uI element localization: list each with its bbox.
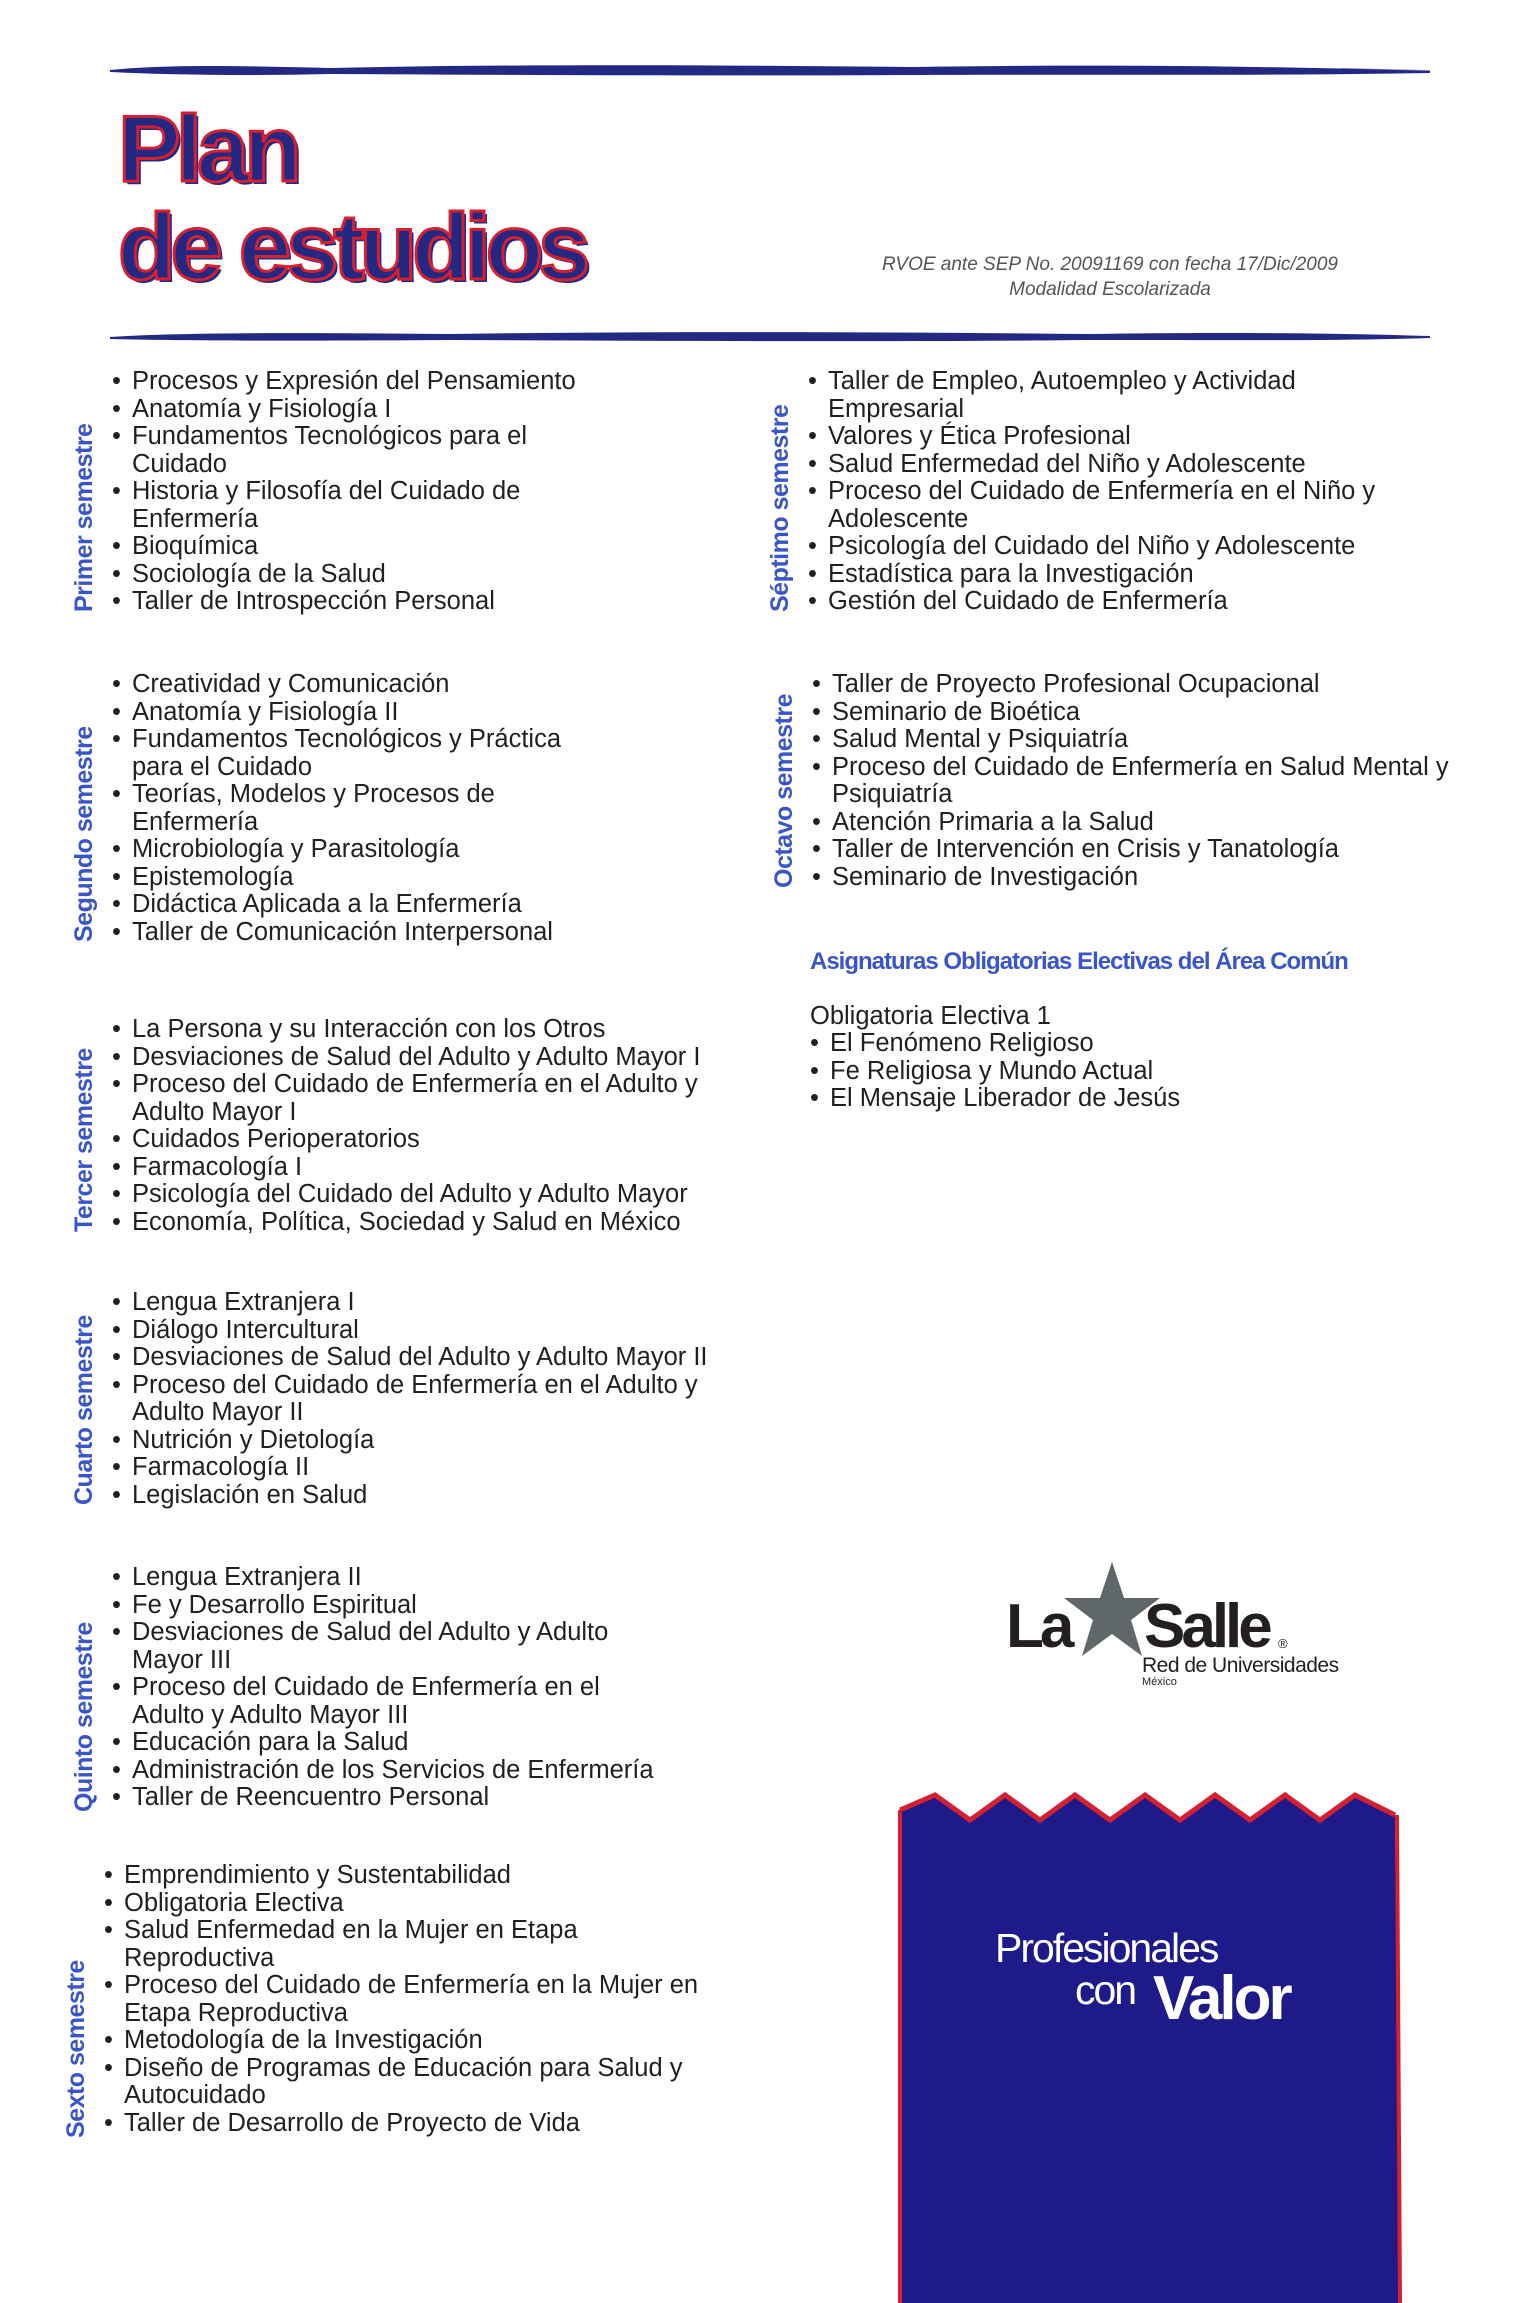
semester-label-quinto: Quinto semestre	[70, 1622, 98, 1812]
list-item: • Diseño de Programas de Educación para Salud y Autocuidado	[104, 2055, 744, 2110]
semester-label-septimo: Séptimo semestre	[766, 404, 794, 612]
semester-list-quinto	[112, 1564, 672, 1812]
list-item: • Historia y Filosofía del Cuidado de Enfermería	[112, 478, 572, 533]
semester-list-sexto	[104, 1862, 744, 2137]
list-item: • Proceso del Cuidado de Enfermería en el Adulto y Adulto Mayor II	[112, 1372, 752, 1427]
list-item: • El Mensaje Liberador de Jesús	[810, 1085, 1180, 1113]
list-item: • Estadística para la Investigación	[808, 561, 1408, 589]
list-item: • Fundamentos Tecnológicos para el Cuidado	[112, 423, 572, 478]
list-item: • Proceso del Cuidado de Enfermería en Salud Mental y Psiquiatría	[812, 754, 1472, 809]
list-item: • Epistemología	[112, 864, 612, 892]
semester-label-primer: Primer semestre	[70, 423, 98, 612]
list-item: • Valores y Ética Profesional	[808, 423, 1408, 451]
list-item: • Proceso del Cuidado de Enfermería en la Mujer en Etapa Reproductiva	[104, 1972, 744, 2027]
list-item: • Lengua Extranjera I	[112, 1289, 752, 1317]
logo-mexico: México	[1142, 1676, 1177, 1688]
page-title-line2: de estudios	[118, 194, 586, 299]
semester-label-sexto: Sexto semestre	[62, 1960, 90, 2138]
list-item: • Salud Enfermedad en la Mujer en Etapa Reproductiva	[104, 1917, 644, 1972]
banner-con: con	[1075, 1967, 1136, 2013]
list-item: • Diálogo Intercultural	[112, 1317, 752, 1345]
list-item: • Desviaciones de Salud del Adulto y Adulto Mayor II	[112, 1344, 752, 1372]
bottom-brush-stripe	[110, 328, 1430, 344]
list-item: • Educación para la Salud	[112, 1729, 672, 1757]
la-salle-logo	[1000, 1560, 1360, 1690]
list-item: • Taller de Introspección Personal	[112, 588, 576, 616]
logo-salle: Salle	[1144, 1592, 1269, 1661]
list-item: • La Persona y su Interacción con los Otros	[112, 1016, 752, 1044]
semester-label-tercer: Tercer semestre	[70, 1048, 98, 1232]
list-item: • Taller de Reencuentro Personal	[112, 1784, 672, 1812]
semester-list-primer	[112, 368, 576, 616]
list-item: • Desviaciones de Salud del Adulto y Adulto Mayor I	[112, 1044, 752, 1072]
list-item: • Salud Enfermedad del Niño y Adolescente	[808, 451, 1408, 479]
list-item: • Seminario de Investigación	[812, 864, 1472, 892]
top-brush-stripe	[110, 62, 1430, 78]
list-item: • Fundamentos Tecnológicos y Práctica para el Cuidado	[112, 726, 612, 781]
list-item: • Psicología del Cuidado del Adulto y Adulto Mayor	[112, 1181, 752, 1209]
banner-profesionales: Profesionales	[995, 1925, 1218, 1971]
list-item: • Desviaciones de Salud del Adulto y Adulto Mayor III	[112, 1619, 672, 1674]
list-item: • Lengua Extranjera II	[112, 1564, 672, 1592]
list-item: • Taller de Empleo, Autoempleo y Actividad Empresarial	[808, 368, 1368, 423]
semester-list-octavo	[812, 671, 1472, 891]
rvoe-text: RVOE ante SEP No. 20091169 con fecha 17/Dic/2009	[882, 254, 1338, 275]
list-item: • Farmacología II	[112, 1454, 752, 1482]
list-item: • Proceso del Cuidado de Enfermería en el Adulto y Adulto Mayor I	[112, 1071, 752, 1126]
list-item: • Farmacología I	[112, 1154, 752, 1182]
list-item: • Gestión del Cuidado de Enfermería	[808, 588, 1408, 616]
list-item: • Fe y Desarrollo Espiritual	[112, 1592, 672, 1620]
list-item: • Taller de Desarrollo de Proyecto de Vida	[104, 2110, 744, 2138]
list-item: • Psicología del Cuidado del Niño y Adolescente	[808, 533, 1408, 561]
list-item: • Seminario de Bioética	[812, 699, 1472, 727]
profesionales-banner	[895, 1790, 1405, 2303]
list-item: • Cuidados Perioperatorios	[112, 1126, 752, 1154]
list-item: • Fe Religiosa y Mundo Actual	[810, 1058, 1180, 1086]
list-item: • Emprendimiento y Sustentabilidad	[104, 1862, 744, 1890]
list-item: • Proceso del Cuidado de Enfermería en el Adulto y Adulto Mayor III	[112, 1674, 652, 1729]
list-item: • Creatividad y Comunicación	[112, 671, 612, 699]
semester-list-cuarto	[112, 1289, 752, 1509]
modalidad-text: Modalidad Escolarizada	[1009, 279, 1211, 300]
list-item: • Legislación en Salud	[112, 1482, 752, 1510]
electiva-list	[810, 1030, 1180, 1113]
list-item: • Nutrición y Dietología	[112, 1427, 752, 1455]
semester-label-cuarto: Cuarto semestre	[70, 1315, 98, 1505]
logo-red-universidades: Red de Universidades	[1142, 1654, 1339, 1677]
electiva-name: Obligatoria Electiva 1	[810, 1002, 1051, 1030]
list-item: • Procesos y Expresión del Pensamiento	[112, 368, 576, 396]
list-item: • Microbiología y Parasitología	[112, 836, 612, 864]
list-item: • Anatomía y Fisiología II	[112, 699, 612, 727]
semester-list-segundo	[112, 671, 612, 946]
list-item: • Administración de los Servicios de Enfermería	[112, 1757, 672, 1785]
list-item: • Economía, Política, Sociedad y Salud en México	[112, 1209, 752, 1237]
list-item: • El Fenómeno Religioso	[810, 1030, 1180, 1058]
banner-valor: Valor	[1153, 1964, 1290, 2033]
logo-la: La	[1006, 1592, 1071, 1661]
list-item: • Bioquímica	[112, 533, 576, 561]
semester-list-septimo	[808, 368, 1408, 616]
list-item: • Sociología de la Salud	[112, 561, 576, 589]
registered-mark: ®	[1278, 1636, 1288, 1651]
list-item: • Metodología de la Investigación	[104, 2027, 744, 2055]
list-item: • Atención Primaria a la Salud	[812, 809, 1472, 837]
list-item: • Taller de Comunicación Interpersonal	[112, 919, 612, 947]
list-item: • Proceso del Cuidado de Enfermería en el Niño y Adolescente	[808, 478, 1408, 533]
list-item: • Salud Mental y Psiquiatría	[812, 726, 1472, 754]
list-item: • Obligatoria Electiva	[104, 1890, 744, 1918]
page-title-line1: Plan	[118, 96, 297, 201]
semester-label-octavo: Octavo semestre	[770, 693, 798, 888]
list-item: • Taller de Proyecto Profesional Ocupacional	[812, 671, 1472, 699]
semester-label-segundo: Segundo semestre	[70, 726, 98, 942]
electivas-heading: Asignaturas Obligatorias Electivas del Área Común	[810, 948, 1348, 975]
list-item: • Anatomía y Fisiología I	[112, 396, 576, 424]
list-item: • Didáctica Aplicada a la Enfermería	[112, 891, 612, 919]
semester-list-tercer	[112, 1016, 752, 1236]
list-item: • Teorías, Modelos y Procesos de Enfermería	[112, 781, 532, 836]
list-item: • Taller de Intervención en Crisis y Tanatología	[812, 836, 1472, 864]
